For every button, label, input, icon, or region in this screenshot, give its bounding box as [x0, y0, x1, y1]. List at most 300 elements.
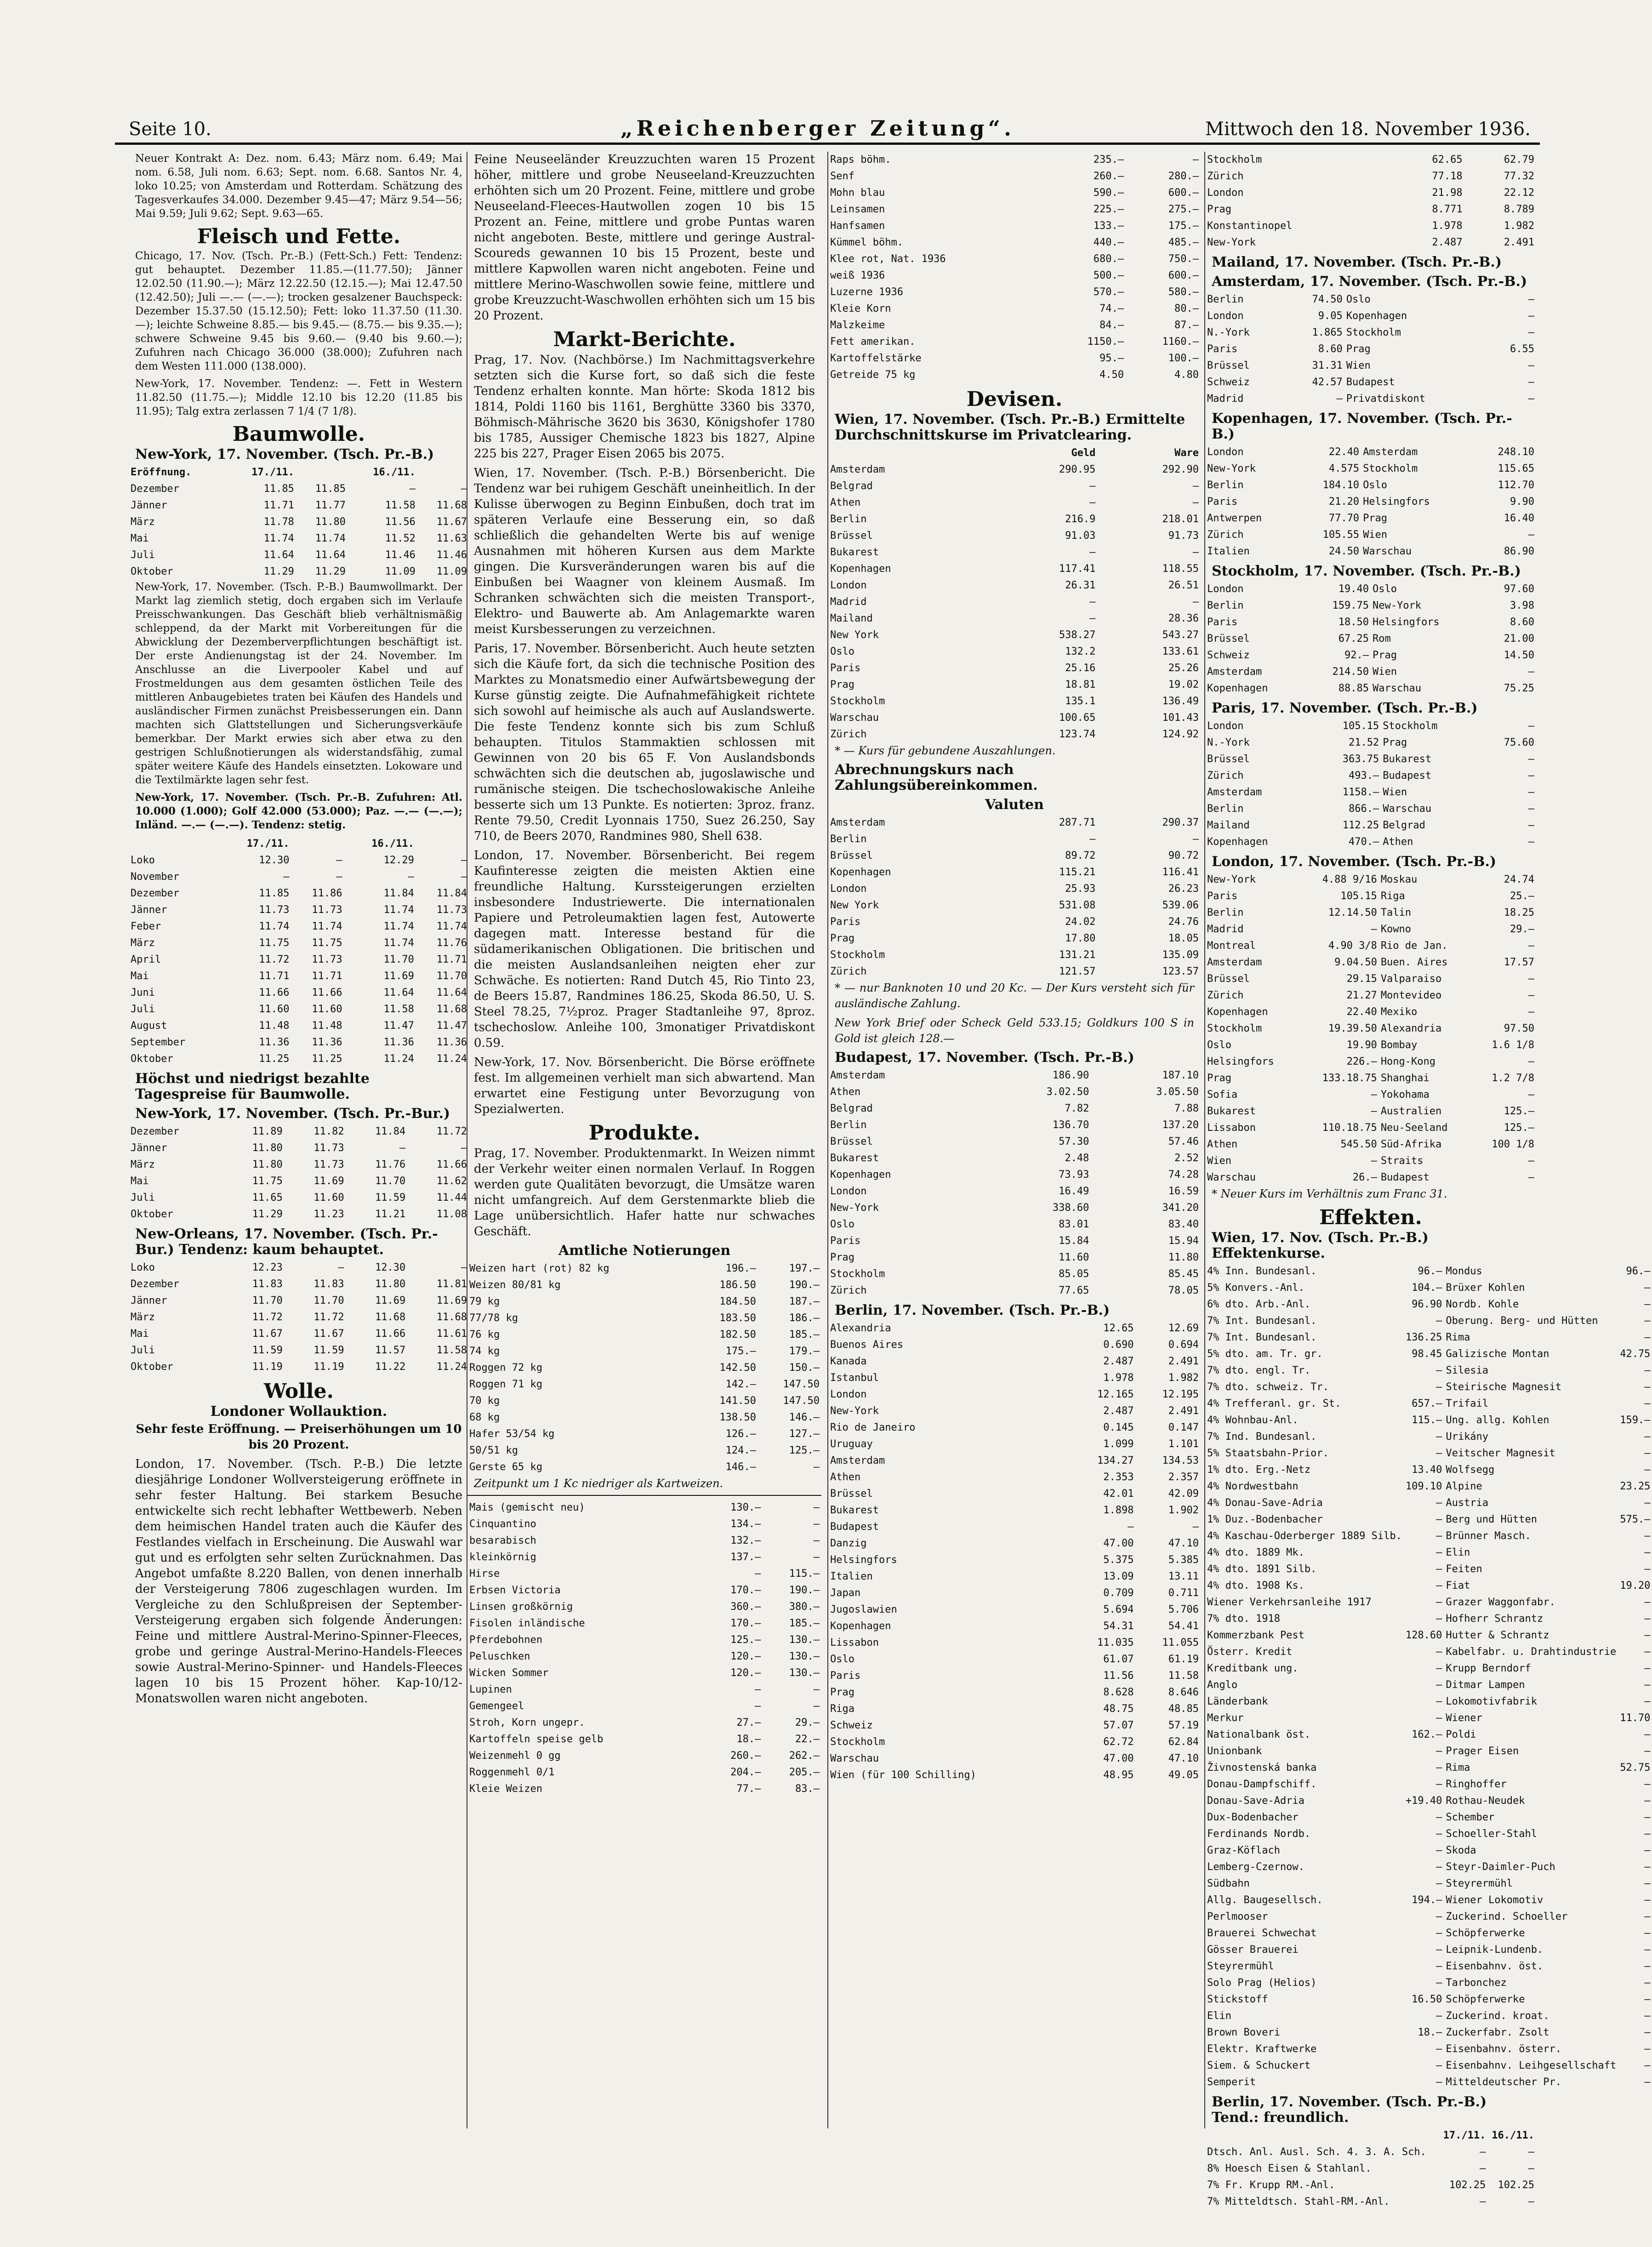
- table-cell: Buenos Aires: [830, 1339, 903, 1351]
- table-cell: Kopenhagen: [830, 563, 891, 575]
- table-cell: 0.694: [1168, 1339, 1199, 1351]
- table-cell: 11.08: [436, 1209, 467, 1220]
- table-cell: Kopenhagen: [1207, 683, 1268, 694]
- table-cell: 11.73: [313, 1142, 344, 1154]
- table-cell: Fisolen inländische: [469, 1618, 585, 1629]
- stockholm-table: [1205, 581, 1536, 697]
- table-cell: 750.—: [1168, 253, 1199, 265]
- table-row: [1205, 1809, 1652, 1826]
- table-cell: Paris: [830, 662, 861, 674]
- fleisch-newyork: New-York, 17. November. Tendenz: —. Fett in Western 11.82.50 (11.75.—); Middle 12.10 bis 12.20 (11.85 bis 11.95); Talg extra zerlassen 7 1/4 (7 1/8).: [135, 378, 462, 417]
- wolle-continued: Feine Neuseeländer Kreuzzuchten waren 15 Prozent höher, mittlere und grobe Neuseeland-Kreuzzuchten erhöhten sich um 20 Prozent. Feine, mittlere und grobe Neuseeland-Fleeces-Hautwollen zogen 10 bis 15 Prozent an. Feine, mittlere und grobe Puntas waren nicht angeboten. Beste, mittlere und geringe Austral-Scoureds gewannen 10 bis 15 Prozent, beste und mittlere Kapwollen waren nicht angeboten. Feine und mittlere Merino-Waschwollen sowie feine, mittlere und grobe Kreuzzucht-Waschwollen erhöhten sich um 15 bis 20 Prozent.: [474, 153, 815, 323]
- table-row: [129, 1001, 469, 1018]
- table-row: [1205, 971, 1536, 987]
- table-cell: Fiat: [1446, 1580, 1470, 1591]
- table-row: [1205, 664, 1536, 680]
- table-cell: Belgrad: [1383, 820, 1425, 831]
- table-cell: Kopenhagen: [1207, 1006, 1268, 1018]
- table-cell: Solo Prag (Helios): [1207, 1977, 1317, 1989]
- markt-wien: Wien, 17. November. (Tsch. P.-B.) Börsenbericht. Die Tendenz war bei ruhigem Geschäft uneinheitlich. In der Kulisse überwogen zu Beginn Einbußen, doch trat im späteren Verlaufe eine Besserung ein, so daß schließlich die gehandelten Werte bis auf wenige Ausnahmen mit höheren Kursen aus dem Markte gingen. Die Kursveränderungen waren bis auf die Einbußen bei Waagner von kleinem Ausmaß. Im Schranken schwächten sich die meisten Transport-, Elektro- und Bauwerte ab. Am Anlagemarkte waren meist Kursbesserungen zu verzeichnen.: [474, 466, 815, 636]
- table-cell: —: [1436, 1497, 1442, 1509]
- table-cell: 132.—: [730, 1535, 761, 1546]
- table-cell: Paris: [1207, 616, 1238, 628]
- table-row: [828, 726, 1201, 743]
- table-cell: Helsingfors: [1372, 616, 1440, 628]
- table-cell: Stockholm: [1383, 720, 1438, 732]
- table-row: [828, 947, 1201, 964]
- table-cell: 3.05.50: [1156, 1086, 1199, 1098]
- table-cell: Amsterdam: [830, 817, 885, 828]
- table-cell: 19.39.50: [1328, 1023, 1377, 1034]
- table-cell: —: [1089, 497, 1096, 508]
- table-row: [1205, 718, 1536, 735]
- table-row: [1205, 581, 1536, 598]
- table-cell: Athen: [1383, 836, 1413, 848]
- table-cell: New-York: [830, 1405, 879, 1417]
- table-cell: Schweiz: [1207, 650, 1250, 661]
- table-cell: 18.81: [1065, 679, 1096, 690]
- table-row: [828, 152, 1201, 168]
- table-cell: —: [1192, 154, 1199, 165]
- table-cell: 24.02: [1065, 916, 1096, 928]
- table-row: [129, 935, 469, 952]
- table-row: [828, 1337, 1201, 1353]
- table-cell: Wien: [1207, 1155, 1231, 1167]
- table-cell: London: [830, 883, 867, 895]
- table-cell: Zuckerind. kroat.: [1446, 2010, 1549, 2022]
- table-cell: 600.—: [1168, 187, 1199, 199]
- table-cell: 218.01: [1162, 513, 1199, 525]
- table-row: [467, 1533, 821, 1549]
- column-header: 17./11.: [1443, 2130, 1486, 2141]
- table-cell: Mailand: [830, 613, 873, 624]
- table-row: [467, 1500, 821, 1516]
- table-row: [1205, 291, 1536, 308]
- table-row: [828, 1150, 1201, 1167]
- table-cell: 21.52: [1348, 737, 1379, 748]
- table-cell: Silesia: [1446, 1365, 1489, 1376]
- table-cell: 2.357: [1168, 1471, 1199, 1483]
- table-cell: 11.60: [1059, 1252, 1089, 1263]
- table-cell: Brünner Masch.: [1446, 1530, 1531, 1542]
- table-cell: 1158.—: [1342, 787, 1379, 798]
- table-cell: Amsterdam: [830, 464, 885, 475]
- table-cell: New York: [830, 900, 879, 911]
- table-cell: —: [1644, 1398, 1651, 1409]
- table-row: [1205, 872, 1536, 888]
- table-cell: 91.03: [1065, 530, 1096, 542]
- table-row: [828, 1117, 1201, 1134]
- table-cell: 225.—: [1093, 204, 1124, 215]
- table-cell: Amsterdam: [1207, 957, 1262, 968]
- table-cell: Wien: [1363, 529, 1388, 541]
- table-cell: Zürich: [830, 1285, 867, 1296]
- table-cell: 16.50: [1412, 1994, 1442, 2005]
- table-row: [1205, 1280, 1652, 1296]
- table-cell: 11.68: [436, 500, 467, 511]
- bw-ny2: New-York, 17. November. (Tsch. Pr.-B. Zufuhren: Atl. 10.000 (1.000); Golf 42.000 (53.000); Paz. —.— (—.—); Inländ. —.— (—.—). Tendenz: stetig.: [135, 791, 462, 831]
- table-cell: Prag: [830, 1252, 854, 1263]
- table-cell: Lokomotivfabrik: [1446, 1696, 1538, 1707]
- table-cell: 50/51 kg: [469, 1445, 518, 1456]
- table-row: [1205, 1136, 1536, 1153]
- table-cell: Ferdinands Nordb.: [1207, 1828, 1311, 1840]
- berlin-effekten-head: Berlin, 17. November. (Tsch. Pr.-B.) Tend.: freundlich.: [1212, 2094, 1487, 2126]
- table-row: [828, 627, 1201, 644]
- table-cell: 5% dto. am. Tr. gr.: [1207, 1348, 1323, 1360]
- table-cell: Istanbul: [830, 1372, 879, 1384]
- table-cell: Kopenhagen: [830, 867, 891, 878]
- table-row: [828, 495, 1201, 511]
- table-row: [129, 1018, 469, 1034]
- table-cell: Hutter & Schrantz: [1446, 1630, 1549, 1641]
- table-cell: —: [1644, 1332, 1651, 1343]
- bw-report: New-York, 17. November. (Tsch. P.-B.) Baumwollmarkt. Der Markt lag ziemlich stetig, doch ergaben sich im Verlaufe Preisschwankungen. Das Geschäft blieb verhältnismäßig schleppend, da der Markt mit Vorbereitungen für die Abwicklung der Dezemberverpflichtungen beschäftigt ist. Der erste Andienungstag ist der 24. November. Im Anschlusse an die Liverpooler Kabel und auf Frostmeldungen aus dem gesamten östlichen Teile des mittleren Anbaugebietes traten bei Käufen des Handels und ausländischer Firmen zunächst Preisbesserungen ein. Dann machten sich Glattstellungen und Sicherungsverkäufe bemerkbar. Der Markt erwies sich aber etwa zu den gestrigen Schlußnotierungen als widerstandsfähig, zumal später weitere Käufe des Handels einsetzten. Lokoware und die Textilmärkte lagen sehr fest.: [135, 581, 462, 786]
- column-header: [1205, 2127, 1439, 2144]
- table-cell: —: [461, 855, 467, 866]
- table-cell: 11.66: [375, 1328, 406, 1340]
- table-cell: Elektr. Kraftwerke: [1207, 2043, 1317, 2055]
- table-cell: Dezember: [131, 888, 179, 899]
- table-cell: 3.02.50: [1046, 1086, 1089, 1098]
- table-cell: Lissabon: [830, 1637, 879, 1648]
- table-row: [828, 234, 1201, 251]
- table-cell: —: [1436, 1530, 1442, 1542]
- table-cell: Prag: [830, 679, 854, 690]
- table-cell: 62.84: [1168, 1736, 1199, 1748]
- table-cell: 78.05: [1168, 1285, 1199, 1296]
- table-cell: Bukarest: [830, 547, 879, 558]
- table-cell: 49.05: [1168, 1769, 1199, 1781]
- table-cell: —: [1644, 1630, 1651, 1641]
- table-row: [1205, 201, 1536, 218]
- table-cell: —: [1528, 529, 1534, 541]
- table-cell: 11.19: [313, 1361, 344, 1373]
- table-cell: 5% Konvers.-Anl.: [1207, 1282, 1305, 1294]
- table-cell: —: [1528, 803, 1534, 815]
- table-cell: —: [1644, 2010, 1651, 2022]
- table-cell: Uruguay: [830, 1438, 873, 1450]
- table-cell: 89.72: [1065, 850, 1096, 861]
- table-row: [828, 1249, 1201, 1266]
- table-cell: Budapest: [1383, 770, 1432, 781]
- table-cell: Yokohama: [1380, 1089, 1430, 1101]
- table-cell: Ringhoffer: [1446, 1779, 1507, 1790]
- table-cell: 4% Inn. Bundesanl.: [1207, 1266, 1317, 1277]
- table-cell: Mitteldeutscher Pr.: [1446, 2076, 1561, 2088]
- table-cell: Mohn blau: [830, 187, 885, 199]
- table-cell: Zürich: [830, 966, 867, 977]
- table-cell: —: [1644, 2076, 1651, 2088]
- table-cell: 4% Wohnbau-Anl.: [1207, 1414, 1299, 1426]
- table-cell: Oktober: [131, 1361, 173, 1373]
- table-cell: 54.31: [1103, 1620, 1134, 1632]
- table-cell: 91.73: [1168, 530, 1199, 542]
- berlin-effekten-head-row: [1205, 2127, 1536, 2144]
- table-cell: Warschau: [1383, 803, 1432, 815]
- table-row: [828, 251, 1201, 268]
- page-number: Seite 10.: [129, 119, 211, 140]
- table-cell: 187.10: [1162, 1070, 1199, 1081]
- table-cell: 1.6 1/8: [1492, 1039, 1534, 1051]
- table-row: [129, 514, 469, 530]
- table-cell: —: [1528, 1006, 1534, 1018]
- table-row: [1205, 735, 1536, 751]
- table-cell: Steyr-Daimler-Puch: [1446, 1861, 1555, 1873]
- fleisch-chicago: Chicago, 17. Nov. (Tsch. Pr.-B.) (Fett-Sch.) Fett: Tendenz: gut behauptet. Dezember 11.85.—(11.77.50); Jänner 12.02.50 (11.90.—); März 12.22.50 (12.15.—); Mai 12.47.50 (12.42.50); Juli —.— (—.—); trocken gesalzener Bauchspeck: Dezember 15.37.50 (15.12.50); Fett: loko 11.37.50 (11.30.—); leichte Schweine 8.85.— bis 9.45.— (8.75.— bis 9.35.—); schwere Schweine 9.45 bis 9.60.— (9.40 bis 9.60.—); Zufuhren nach Chicago 36.000 (38.000); Zufuhren nach dem Westen 111.000 (138.000).: [135, 250, 462, 372]
- table-row: [1205, 1379, 1652, 1396]
- table-cell: 16.40: [1504, 513, 1534, 524]
- table-cell: 2.487: [1103, 1405, 1134, 1417]
- table-cell: 115.65: [1498, 463, 1534, 474]
- page-header: [115, 115, 1540, 145]
- table-cell: London: [830, 1389, 867, 1400]
- table-cell: 77.32: [1504, 171, 1534, 182]
- table-cell: New-York: [1372, 600, 1421, 611]
- table-cell: besarabisch: [469, 1535, 536, 1546]
- table-cell: 11.035: [1097, 1637, 1134, 1648]
- table-cell: Skoda: [1446, 1845, 1476, 1856]
- table-cell: Jänner: [131, 904, 167, 916]
- amtl-note: Zeitpunkt um 1 Kc niedriger als Kartweizen.: [474, 1477, 723, 1490]
- table-row: [828, 1684, 1201, 1701]
- table-cell: Rima: [1446, 1762, 1470, 1774]
- table-cell: Prag: [1383, 737, 1407, 748]
- table-cell: Brüssel: [1207, 753, 1250, 765]
- abrechnung-title: Abrechnungskurs nach Zahlungsübereinkommen.: [835, 762, 1038, 793]
- table-cell: —: [1644, 1530, 1651, 1542]
- table-cell: 12.14.50: [1328, 907, 1377, 918]
- table-cell: 21.27: [1346, 990, 1377, 1001]
- table-cell: Steirische Magnesit: [1446, 1381, 1561, 1393]
- table-row: [1205, 1710, 1652, 1727]
- table-cell: Berlin: [1207, 294, 1244, 305]
- table-cell: Montreal: [1207, 940, 1256, 952]
- table-row: [129, 547, 469, 564]
- table-cell: Berlin: [1207, 803, 1244, 815]
- table-cell: Rom: [1372, 633, 1391, 644]
- table-cell: 11.70: [436, 970, 467, 982]
- table-row: [828, 1436, 1201, 1453]
- table-row: [1205, 374, 1536, 391]
- table-cell: Rothau-Neudek: [1446, 1795, 1525, 1807]
- table-cell: Leipnik-Lundenb.: [1446, 1944, 1544, 1956]
- table-cell: —: [1644, 1828, 1651, 1840]
- table-cell: Galizische Montan: [1446, 1348, 1549, 1360]
- neworleans-table: [129, 1260, 469, 1375]
- table-cell: —: [1436, 1663, 1442, 1674]
- table-cell: 7% Int. Bundesanl.: [1207, 1332, 1317, 1343]
- table-cell: —: [1436, 1646, 1442, 1658]
- table-cell: —: [1528, 753, 1534, 765]
- table-cell: 11.75: [259, 937, 290, 949]
- table-cell: Alexandria: [830, 1323, 891, 1334]
- table-row: [129, 1326, 469, 1342]
- column-header: 16./11.: [1492, 2130, 1534, 2141]
- table-cell: 19.90: [1346, 1039, 1377, 1051]
- table-cell: Stockholm: [830, 1736, 885, 1748]
- table-row: [1205, 2144, 1536, 2161]
- table-row: [828, 1767, 1201, 1784]
- table-row: [1205, 647, 1536, 664]
- table-row: [467, 1327, 821, 1343]
- table-cell: 11.71: [312, 970, 342, 982]
- table-row: [828, 284, 1201, 301]
- table-cell: —: [1528, 1056, 1534, 1067]
- table-row: [828, 1717, 1201, 1734]
- table-cell: 70 kg: [469, 1395, 500, 1407]
- table-cell: Brüssel: [1207, 633, 1250, 644]
- section-markt-title: Markt-Berichte.: [553, 328, 736, 351]
- table-cell: —: [1436, 1762, 1442, 1774]
- table-cell: Luzerne 1936: [830, 286, 903, 298]
- table-cell: New-York: [1207, 237, 1256, 248]
- table-cell: —: [1436, 1597, 1442, 1608]
- table-cell: Perlmooser: [1207, 1911, 1268, 1922]
- table-cell: —: [1436, 1448, 1442, 1459]
- table-cell: Steyrermühl: [1446, 1878, 1513, 1889]
- table-cell: —: [336, 871, 342, 883]
- table-cell: Dux-Bodenbacher: [1207, 1812, 1299, 1823]
- table-cell: Mai: [131, 970, 149, 982]
- table-row: [1205, 938, 1536, 954]
- table-row: [1205, 680, 1536, 697]
- table-cell: 120.—: [730, 1651, 761, 1662]
- table-cell: 15.84: [1059, 1235, 1089, 1247]
- table-cell: —: [1192, 833, 1199, 845]
- table-cell: 440.—: [1093, 237, 1124, 248]
- table-cell: 11.25: [312, 1053, 342, 1065]
- table-cell: 133.—: [1093, 220, 1124, 232]
- table-row: [828, 848, 1201, 864]
- table-row: [467, 1682, 821, 1698]
- table-cell: 19.40: [1338, 583, 1369, 595]
- table-cell: 22.12: [1504, 187, 1534, 199]
- table-row: [129, 1140, 469, 1157]
- table-cell: Zürich: [830, 729, 867, 740]
- table-cell: 11.64: [263, 549, 294, 561]
- table-cell: Stockholm: [1346, 327, 1401, 338]
- seeds-table: [828, 152, 1201, 383]
- table-row: [1205, 2058, 1652, 2074]
- table-cell: 142.—: [725, 1379, 756, 1390]
- table-cell: Prag: [830, 1687, 854, 1698]
- table-row: [1205, 1958, 1652, 1975]
- table-cell: —: [1528, 940, 1534, 952]
- table-cell: Zürich: [1207, 171, 1244, 182]
- table-cell: —: [1436, 1812, 1442, 1823]
- table-cell: 100.65: [1059, 712, 1096, 724]
- table-row: [828, 644, 1201, 660]
- table-cell: —: [1644, 1779, 1651, 1790]
- table-cell: 0.690: [1103, 1339, 1134, 1351]
- table-cell: 75.25: [1504, 683, 1534, 694]
- table-cell: Budapest: [1346, 376, 1395, 388]
- table-cell: 8.60: [1510, 616, 1534, 628]
- table-cell: Veitscher Magnesit: [1446, 1448, 1555, 1459]
- amsterdam-table: [1205, 291, 1536, 407]
- table-cell: 262.—: [789, 1750, 820, 1762]
- table-cell: Hong-Kong: [1380, 1056, 1436, 1067]
- table-row: [828, 1585, 1201, 1602]
- table-row: [1205, 1975, 1652, 1991]
- table-cell: März: [131, 516, 155, 528]
- table-cell: 13.40: [1412, 1464, 1442, 1476]
- table-cell: Wien: [1383, 787, 1407, 798]
- valuten-title: Valuten: [985, 797, 1044, 813]
- table-row: [467, 1748, 821, 1764]
- table-cell: —: [1436, 1547, 1442, 1558]
- table-cell: 11.24: [436, 1361, 467, 1373]
- column-1: [129, 152, 469, 2128]
- table-cell: 11.57: [375, 1345, 406, 1356]
- table-cell: 133.18.75: [1322, 1072, 1377, 1084]
- table-row: [1205, 1313, 1652, 1329]
- table-cell: 11.64: [315, 549, 346, 561]
- table-cell: Kopenhagen: [1207, 836, 1268, 848]
- table-cell: Peluschken: [469, 1651, 530, 1662]
- table-cell: —: [1436, 1696, 1442, 1707]
- table-row: [828, 1535, 1201, 1552]
- table-cell: 11.70: [1620, 1712, 1651, 1724]
- table-row: [828, 1183, 1201, 1200]
- table-row: [129, 1293, 469, 1309]
- table-cell: Gösser Brauerei: [1207, 1944, 1299, 1956]
- table-cell: Cinquantino: [469, 1518, 536, 1530]
- table-row: [828, 1734, 1201, 1751]
- table-row: [828, 1353, 1201, 1370]
- table-cell: 11.69: [375, 1295, 406, 1306]
- table-cell: —: [1436, 2076, 1442, 2088]
- table-cell: Siem. & Schuckert: [1207, 2060, 1311, 2071]
- table-cell: —: [1436, 1745, 1442, 1757]
- table-cell: Budapest: [1380, 1172, 1430, 1183]
- table-cell: 77.70: [1328, 513, 1360, 524]
- table-cell: 77.18: [1432, 171, 1463, 182]
- table-cell: —: [1644, 1745, 1651, 1757]
- table-cell: 57.19: [1168, 1720, 1199, 1731]
- table-cell: —: [813, 1684, 820, 1695]
- misc-table: [467, 1500, 821, 1797]
- column-header: 17./11.: [251, 467, 294, 478]
- table-cell: 8.789: [1504, 204, 1534, 215]
- table-cell: Stockholm: [1207, 154, 1262, 165]
- table-cell: Jänner: [131, 1295, 167, 1306]
- table-cell: 196.—: [725, 1263, 756, 1274]
- valuten-table: [828, 815, 1201, 980]
- table-cell: Gerste 65 kg: [469, 1461, 542, 1473]
- table-cell: 61.19: [1168, 1654, 1199, 1665]
- table-row: [1205, 1826, 1652, 1842]
- table-cell: Pferdebohnen: [469, 1634, 542, 1646]
- table-cell: —: [1436, 1845, 1442, 1856]
- table-cell: —: [755, 1568, 761, 1580]
- table-cell: 170.—: [730, 1618, 761, 1629]
- table-cell: 226.—: [1346, 1056, 1377, 1067]
- table-cell: 159.—: [1620, 1414, 1651, 1426]
- table-row: [828, 1320, 1201, 1337]
- table-cell: +19.40: [1405, 1795, 1442, 1807]
- table-cell: —: [1644, 1613, 1651, 1625]
- table-row: [828, 1101, 1201, 1117]
- table-cell: 22.40: [1328, 446, 1360, 458]
- table-cell: Japan: [830, 1587, 861, 1599]
- table-cell: 13.11: [1168, 1571, 1199, 1582]
- budapest-head: Budapest, 17. November. (Tsch. Pr.-B.): [835, 1049, 1134, 1066]
- table-cell: Berlin: [1207, 479, 1244, 491]
- table-cell: 101.43: [1162, 712, 1199, 724]
- table-row: [129, 1124, 469, 1140]
